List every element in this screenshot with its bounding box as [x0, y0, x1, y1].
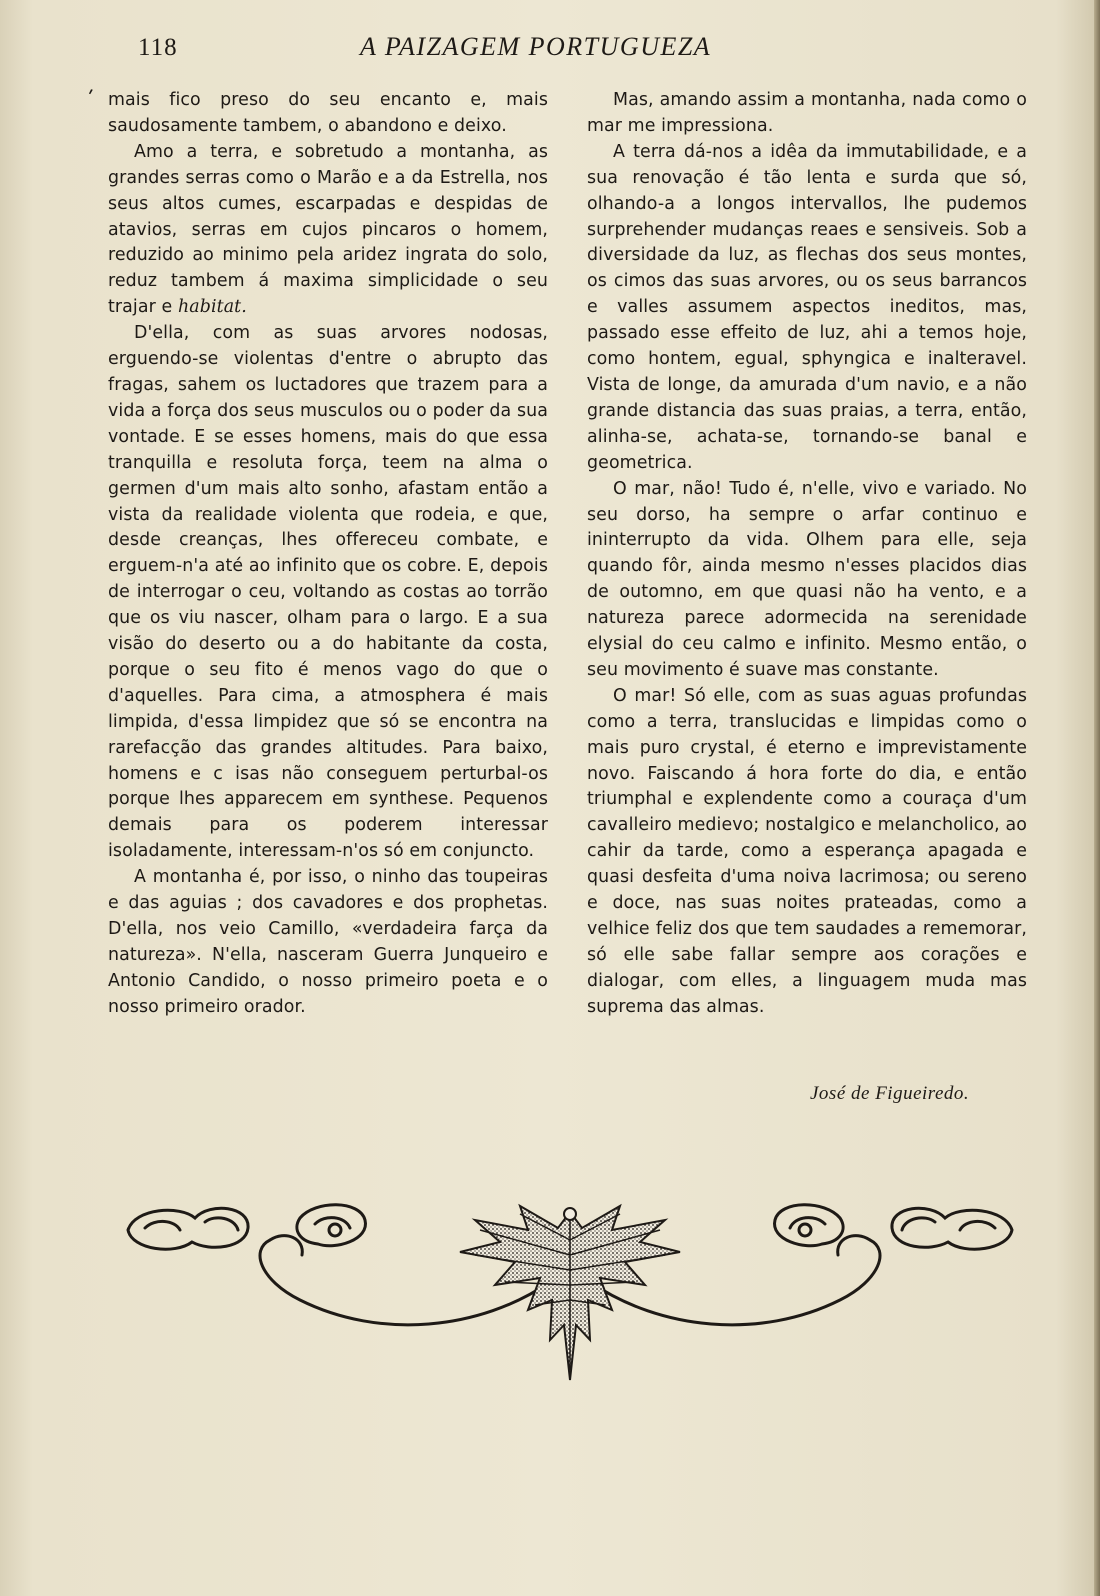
paragraph: A terra dá-nos a idêa da immutabilidade, e a sua renovação é tão lenta e surda que só, olhando-a a longos intervallos, lhe pudemos surprehender mudanças reaes e sensiveis. Sob a diversidade da luz, as flechas dos seus montes, os cimos das suas arvores, ou os seus barrancos e valles assumem aspectos ineditos, mas, passado esse effeito de luz, ahi a temos hoje, como hontem, egual, sphyngica e inalteravel. Vista de longe, da amurada d'um navio, e a não grande distancia das suas praias, a terra, então, alinha-se, achata-se, tornando-se banal e geometrica.	[587, 141, 1027, 473]
italic-word: habitat.	[177, 297, 247, 318]
publication-title: A PAIZAGEM PORTUGUEZA	[360, 32, 712, 61]
art-nouveau-leaf-and-flowers-ornament-icon	[120, 1200, 1020, 1410]
left-column	[108, 88, 548, 1021]
paragraph: O mar! Só elle, com as suas aguas profundas como a terra, translucidas e limpidas como o mais puro crystal, é eterno e imprevistamente novo. Faiscando á hora forte do dia, e então triumphal e explendente como a couraça d'um cavalleiro medievo; nostalgico e melancholico, ao cahir da tarde, como a esperança apagada e quasi desfeita d'uma noiva lacrimosa; ou sereno e doce, nas suas noites prateadas, como a velhice feliz dos que tem saudades a rememorar, só elle sabe fallar sempre aos corações e dialogar, com elles, a linguagem muda mas suprema das almas.	[587, 685, 1027, 1017]
margin-mark-icon: ʹ	[82, 85, 96, 111]
author-signature: José de Figueiredo.	[810, 1083, 970, 1104]
paragraph: mais fico preso do seu encanto e, mais saudosamente tambem, o abandono e deixo.	[108, 90, 548, 136]
page-edge	[1094, 0, 1100, 1596]
running-header	[0, 30, 1100, 70]
paragraph: Amo a terra, e sobretudo a montanha, as grandes serras como o Marão e a da Estrella, nos seus altos cumes, escarpadas e despidas de atavios, serras em cujos pincaros o homem, reduzido ao minimo pela aridez ingrata do solo, reduz tambem á maxima simplicidade o seu trajar e habitat.	[108, 141, 548, 318]
right-column	[587, 88, 1027, 1021]
paragraph: A montanha é, por isso, o ninho das toupeiras e das aguias ; dos cavadores e dos prophetas. D'ella, nos veio Camillo, «verdadeira farça da natureza». N'ella, nasceram Guerra Junqueiro e Antonio Candido, o nosso primeiro poeta e o nosso primeiro orador.	[108, 867, 548, 1017]
paragraph: O mar, não! Tudo é, n'elle, vivo e variado. No seu dorso, ha sempre o arfar continuo e ininterrupto da vida. Olhem para elle, seja quando fôr, ainda mesmo n'esses placidos dias de outomno, em que quasi não ha vento, e a natureza parece adormecida na serenidade elysial do ceu calmo e infinito. Mesmo então, o seu movimento é suave mas constante.	[587, 478, 1027, 680]
paragraph: D'ella, com as suas arvores nodosas, erguendo-se violentas d'entre o abrupto das fragas, sahem os luctadores que trazem para a vida a força dos seus musculos ou o poder da sua vontade. E se esses homens, mais do que essa tranquilla e resoluta força, teem na alma o germen d'um mais alto sonho, afastam então a vista da realidade violenta que rodeia, e que, desde creanças, lhes offereceu combate, e erguem-n'a até ao infinito que os cobre. E, depois de interrogar o ceu, voltando as costas ao torrão que os viu nascer, olham para o largo. E a sua visão do deserto ou a do habitante da costa, porque o seu fito é menos vago do que o d'aquelles. Para cima, a atmosphera é mais limpida, d'essa limpidez que só se encontra na rarefacção das grandes altitudes. Para baixo, homens e c isas não conseguem perturbal-os porque lhes apparecem em synthese. Pequenos demais para os poderem interessar isoladamente, interessam-n'os só em conjuncto.	[108, 323, 548, 862]
paragraph: Mas, amando assim a montanha, nada como o mar me impressiona.	[587, 90, 1027, 136]
page-number: 118	[138, 34, 178, 61]
